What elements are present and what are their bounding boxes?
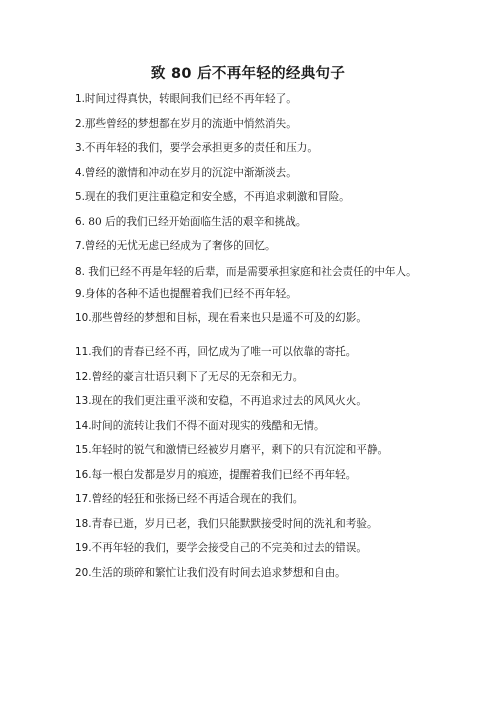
list-item [75,395,435,408]
list-item [75,167,435,180]
item-number: 4. [75,166,85,179]
list-item [75,518,435,531]
list-item [75,567,435,580]
item-number: 18. [75,517,92,530]
item-number: 17. [75,493,92,505]
item-number: 15. [75,444,92,456]
list-item [75,191,435,204]
list-item [75,371,435,384]
item-text: 年轻时的锐气和激情已经被岁月磨平，剩下的只有沉淀和平静。 [91,444,389,456]
item-text: 现在的我们更注重稳定和安全感，不再追求刺激和冒险。 [84,191,350,203]
item-text: 不再年轻的我们，要学会承担更多的责任和压力。 [84,142,318,154]
item-number: 20. [75,566,92,579]
list-item [75,118,435,131]
list-item [75,420,435,433]
item-text: 生活的琐碎和繁忙让我们没有时间去追求梦想和自由。 [91,566,346,579]
item-number: 5. [75,191,85,203]
item-number: 1. [75,93,85,105]
item-number: 16. [75,468,92,481]
list-item [75,444,435,457]
list-item [75,216,435,229]
sentence-list [75,93,435,591]
list-item [75,312,435,325]
item-text: 时间过得真快，转眼间我们已经不再年轻了。 [84,93,297,105]
item-text: 曾经的轻狂和张扬已经不再适合现在的我们。 [91,493,304,505]
list-item [75,240,435,253]
item-number: 10. [75,312,92,324]
item-number: 6. [75,215,85,228]
item-text: 每一根白发都是岁月的痕迹，提醒着我们已经不再年轻。 [91,468,357,481]
list-item [75,542,435,555]
item-text: 青春已逝，岁月已老，我们只能默默接受时间的洗礼和考验。 [91,517,378,530]
item-number: 13. [75,395,92,407]
list-item [75,469,435,482]
item-text: 我们已经不再是年轻的后辈，而是需要承担家庭和社会责任的中年人。 [84,265,417,278]
list-item [75,142,435,155]
item-text: 那些曾经的梦想都在岁月的流逝中悄然消失。 [84,117,297,130]
list-item [75,346,435,359]
item-text: 曾经的无忧无虑已经成为了奢侈的回忆。 [84,240,276,252]
list-item [75,288,435,301]
item-number: 3. [75,142,85,154]
item-number: 7. [75,240,85,252]
item-number: 11. [75,346,92,358]
item-number: 8. [75,265,85,278]
item-number: 9. [75,287,85,300]
list-item [75,261,435,283]
item-text: 我们的青春已经不再，回忆成为了唯一可以依靠的寄托。 [91,346,357,358]
list-item [75,493,435,506]
item-text: 身体的各种不适也提醒着我们已经不再年轻。 [84,287,297,300]
item-text: 现在的我们更注重平淡和安稳，不再追求过去的风风火火。 [91,395,367,407]
item-text: 曾经的激情和冲动在岁月的沉淀中渐渐淡去。 [84,166,297,179]
item-number: 12. [75,370,92,383]
item-text: 时间的流转让我们不得不面对现实的残酷和无情。 [91,419,325,432]
item-text: 曾经的豪言壮语只剩下了无尽的无奈和无力。 [91,370,304,383]
item-number: 2. [75,117,85,130]
item-number: 19. [75,542,92,554]
item-number: 14. [75,419,92,432]
item-text: 80 后的我们已经开始面临生活的艰辛和挑战。 [84,215,307,228]
item-text: 不再年轻的我们，要学会接受自己的不完美和过去的错误。 [91,542,367,554]
document-title: 致 80 后不再年轻的经典句子 [150,66,346,82]
item-text: 那些曾经的梦想和目标，现在看来也只是遥不可及的幻影。 [91,312,367,324]
list-item [75,93,435,106]
